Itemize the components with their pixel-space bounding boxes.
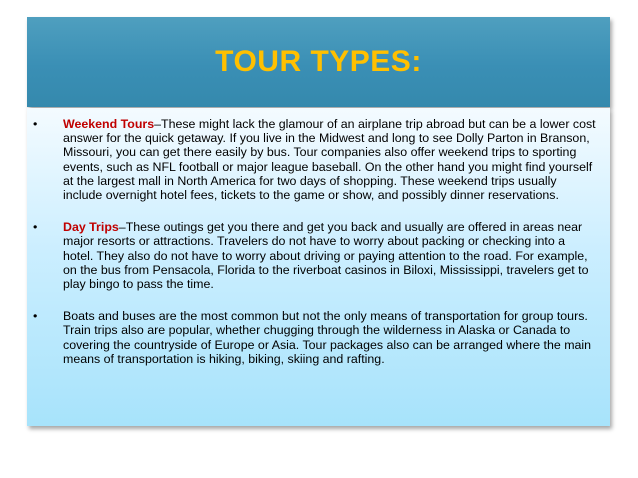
bullet-transportation (27, 309, 610, 366)
bullet-list (27, 117, 610, 384)
bullet-weekend-tours (27, 117, 610, 202)
slide-title: TOUR TYPES: (215, 45, 422, 78)
bullet-text: –These outings get you there and get you back and usually are offered in areas near major resorts or attractions. Travelers do not have to worry about packing or checking into a hotel. They also do not have to worry about driving or paying attention to the road. For example, on the bus from Pensacola, Florida to the riverboat casinos in Biloxi, Mississippi, travelers get to play bingo to pass the time. (63, 220, 589, 292)
title-banner (27, 17, 610, 107)
bullet-icon: • (33, 309, 38, 324)
bullet-icon: • (33, 117, 38, 131)
content-panel (27, 108, 610, 426)
bullet-icon: • (33, 220, 38, 235)
bullet-day-trips (27, 220, 610, 291)
term-weekend-tours: Weekend Tours (63, 117, 155, 131)
bullet-text: Boats and buses are the most common but not the only means of transportation for group tours. Train trips also are popular, whether chugging through the wilderness in Alaska or Canada to covering the countryside of Europe or Asia. Tour packages also can be arranged where the main means of transportation is hiking, biking, skiing and rafting. (63, 309, 592, 366)
bullet-text: –These might lack the glamour of an airplane trip abroad but can be a lower cost answer for the quick getaway. If you live in the Midwest and long to see Dolly Parton in Branson, Missouri, you can get there easily by bus. Tour companies also offer weekend trips to sporting events, such as NFL football or major league baseball. On the other hand you might find yourself at the largest mall in North America for two days of shopping. These weekend trips usually include overnight hotel fees, tickets to the game or show, and possibly dinner reservations. (63, 117, 596, 203)
term-day-trips: Day Trips (63, 220, 119, 235)
